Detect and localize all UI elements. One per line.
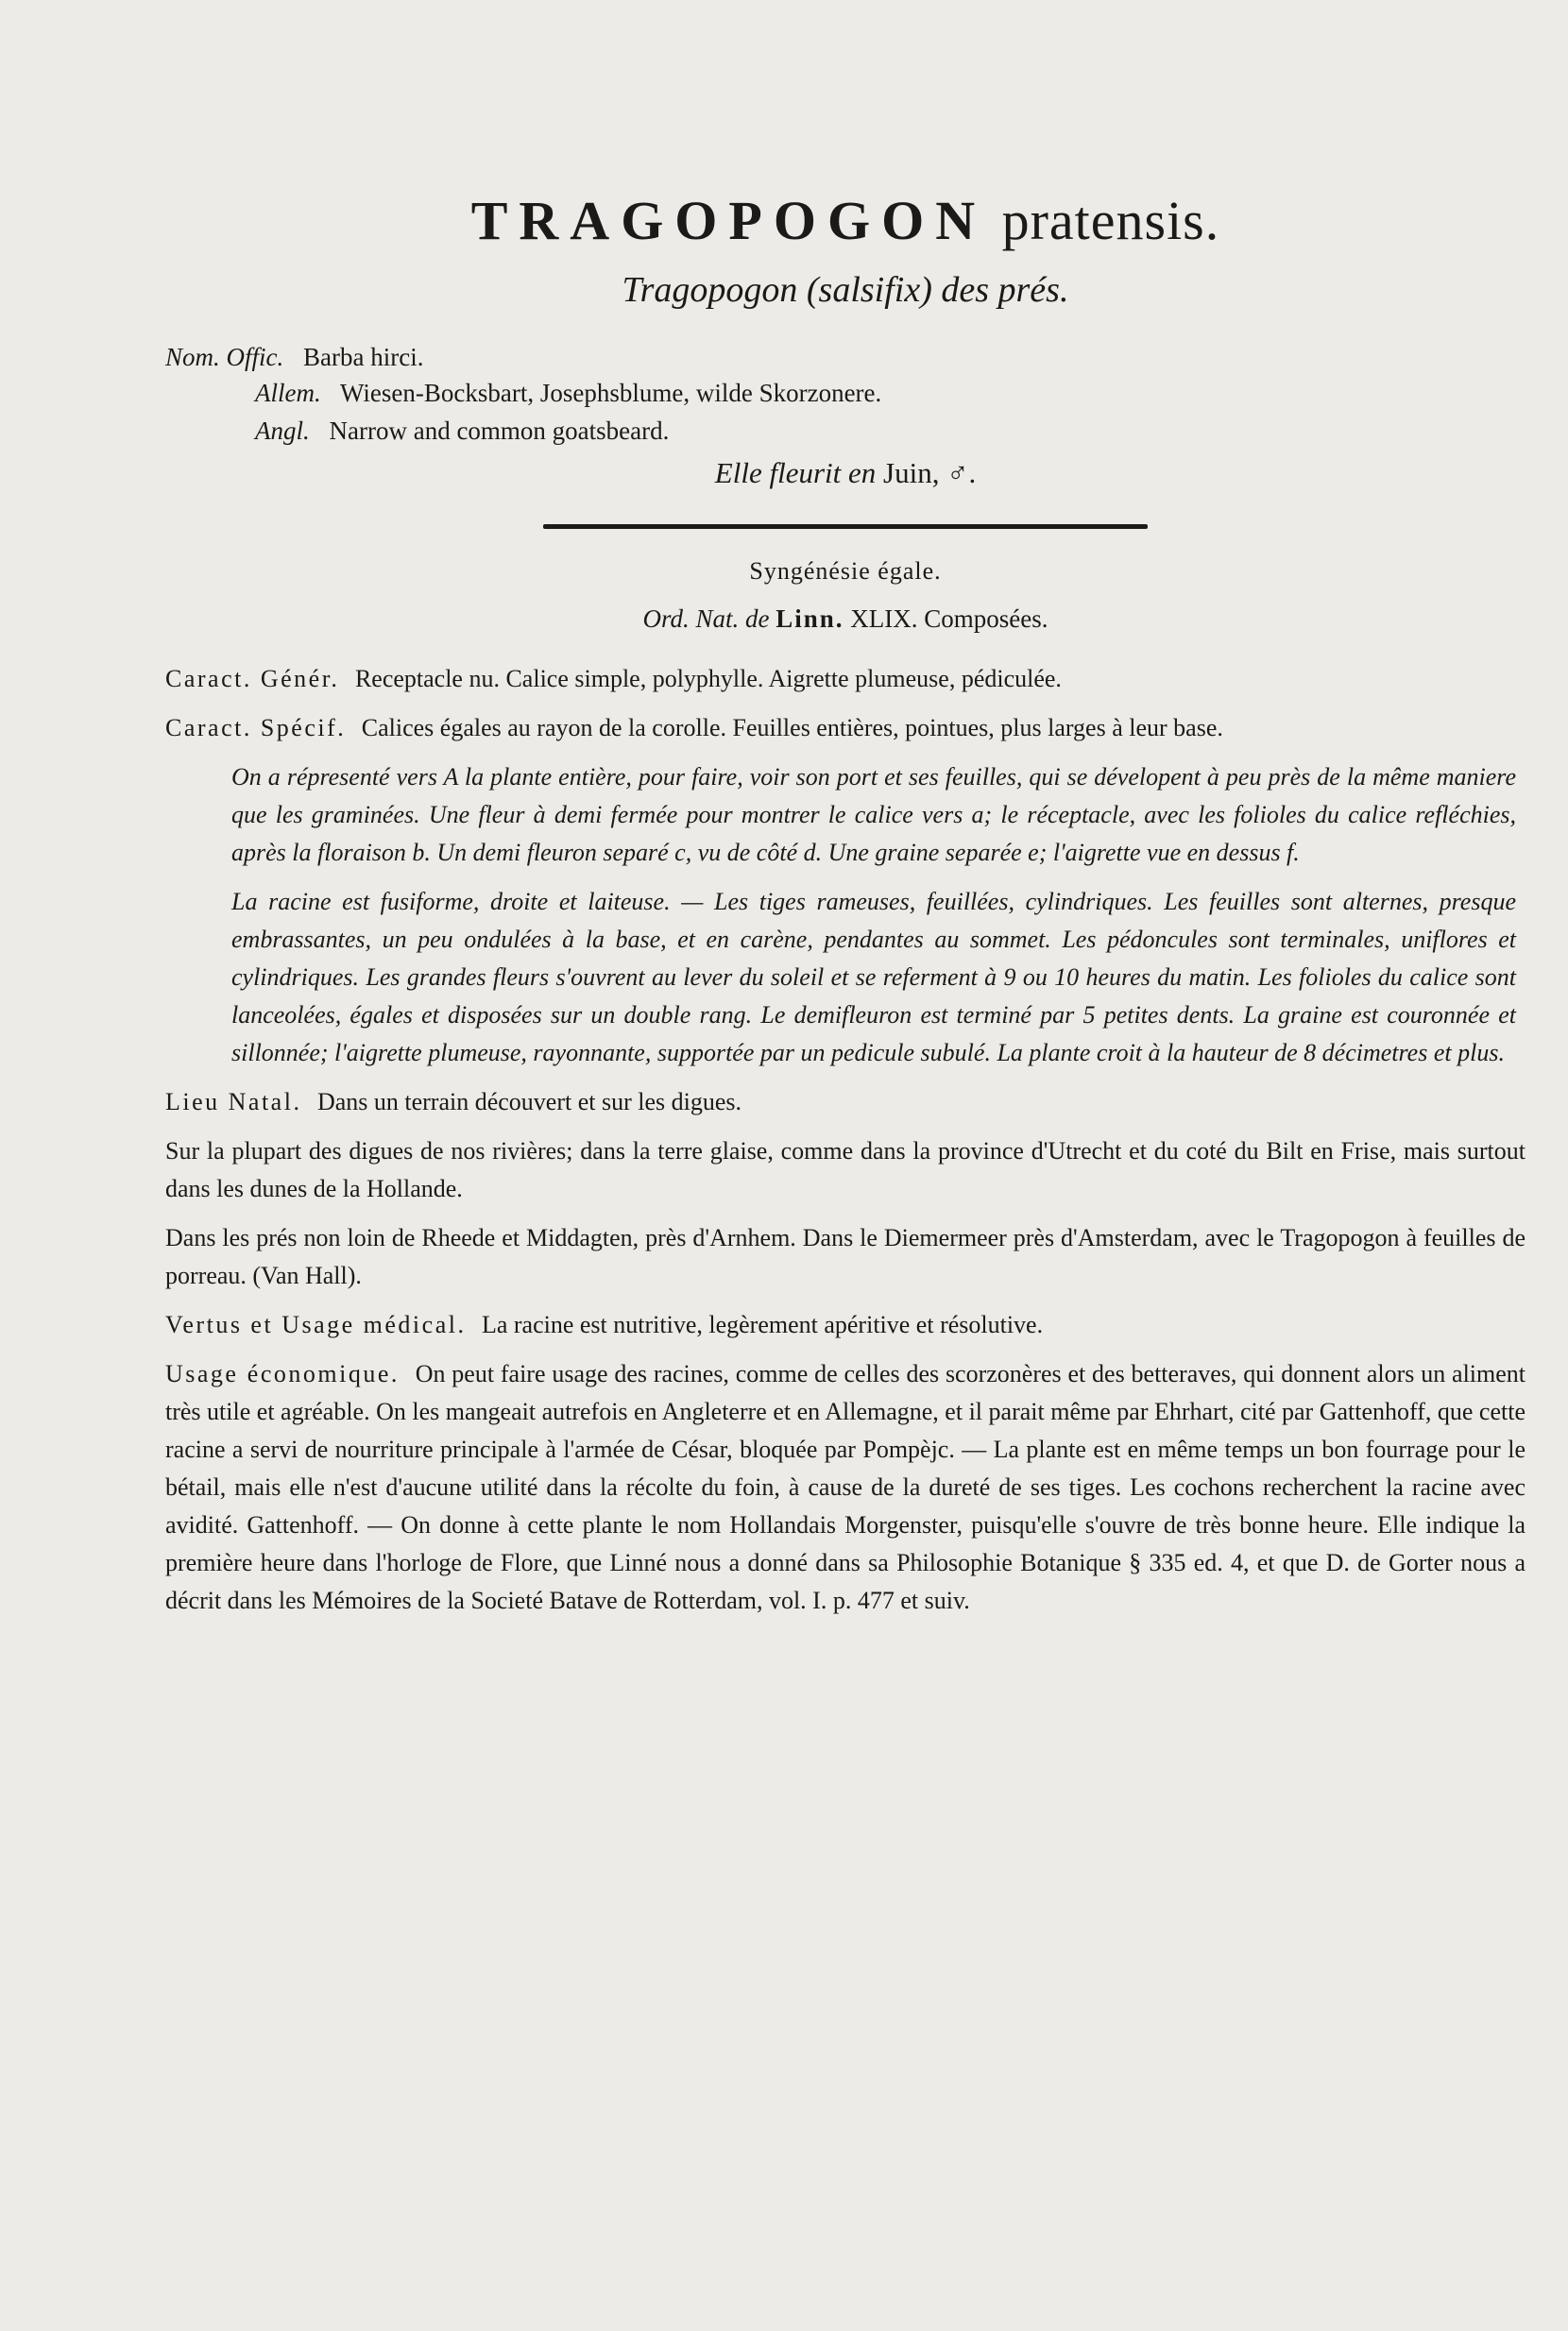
subtitle: Tragopogon (salsifix) des prés. (622, 270, 1069, 310)
caract-specif (165, 709, 1525, 747)
flowering-text: Elle fleurit en (714, 456, 877, 489)
natural-order (165, 604, 1525, 634)
plant-description: La racine est fusiforme, droite et laiteuse. — Les tiges rameuses, feuillées, cylindriques. Les feuilles sont alternes, presque embrassantes, un peu ondulées à la base, et en carène, pendantes au sommet. Les pédoncules sont terminales, uniflores et cylindriques. Les grandes fleurs s'ouvrent au lever du soleil et se referment à 9 ou 10 heures du matin. Les folioles du calice sont lanceolées, égales et disposées sur un double rang. Le demifleuron est terminé par 5 petites dents. La graine est couronnée et sillonnée; l'aigrette plumeuse, rayonnante, supportée par un pedicule subulé. La plante croit à la hauteur de 8 décimetres et plus. (231, 888, 1516, 1066)
name-label: Allem. (255, 379, 321, 407)
name-label: Nom. Offic. (165, 343, 284, 371)
common-names (165, 343, 1525, 485)
flowering-month: Juin, (883, 456, 940, 489)
flowering-symbol: ♂. (946, 456, 977, 489)
name-value: Narrow and common goatsbeard. (329, 417, 670, 445)
order-family: Composées. (924, 604, 1048, 633)
lieu-natal (165, 1083, 1525, 1121)
title-species: pratensis. (1001, 190, 1220, 251)
caract-gener-text: Receptacle nu. Calice simple, polyphylle. Aigrette plumeuse, pédiculée. (354, 665, 1062, 692)
order-prefix: Ord. Nat. de (642, 604, 770, 633)
vertus-label: Vertus et Usage médical. (165, 1311, 467, 1338)
order-author: Linn. (775, 604, 844, 633)
classification: Syngénésie égale. (749, 557, 942, 585)
caract-gener-label: Caract. Génér. (165, 665, 340, 692)
name-row-offic (165, 343, 423, 372)
document-sheet (165, 189, 1525, 1631)
usage-text: On peut faire usage des racines, comme de celles des scorzonères et des betteraves, qui donnent alors un aliment très utile et agréable. On les mangeait autrefois en Angleterre et en Allemagne, et il parait même par Ehrhart, cité par Gattenhoff, que cette racine a servi de nourriture principale à l'armée de César, bloquée par Pompèjc. — La plante est en même temps un bon fourrage pour le bétail, mais elle n'est d'aucune utilité dans la récolte du foin, à cause de la dureté de ses tiges. Les cochons recherchent la racine avec avidité. Gattenhoff. — On donne à cette plante le nom Hollandais Morgenster, puisqu'elle s'ouvre de très bonne heure. Elle indique la première heure dans l'horloge de Flore, que Linné nous a donné dans sa Philosophie Botanique § 335 ed. 4, et que D. de Gorter nous a décrit dans les Mémoires de la Societé Batave de Rotterdam, vol. I. p. 477 et suiv. (165, 1360, 1526, 1614)
lieu-natal-text: Dans un terrain découvert et sur les digues. (316, 1088, 742, 1115)
name-value: Wiesen-Bocksbart, Josephsblume, wilde Skorzonere. (340, 379, 882, 407)
caract-specif-label: Caract. Spécif. (165, 714, 347, 741)
figure-description: On a répresenté vers A la plante entière, pour faire, voir son port et ses feuilles, qui se dévelopent à peu près de la même maniere que les graminées. Une fleur à demi fermée pour montrer le calice vers a; le réceptacle, avec les folioles du calice refléchies, après la floraison b. Un demi fleuron separé c, vu de côté d. Une graine separée e; l'aigrette vue en dessus f. (231, 763, 1516, 866)
vertus-text: La racine est nutritive, legèrement apéritive et résolutive. (481, 1311, 1044, 1338)
name-row-allem (255, 379, 881, 408)
usage-label: Usage économique. (165, 1360, 400, 1387)
name-label: Angl. (255, 417, 310, 445)
name-value: Barba hirci. (303, 343, 424, 371)
order-number: XLIX. (850, 604, 918, 633)
lieu-paragraph-1: Sur la plupart des digues de nos rivières; dans la terre glaise, comme dans la province d'Utrecht et du coté du Bilt en Frise, mais surtout dans les dunes de la Hollande. (165, 1137, 1525, 1202)
lieu-paragraph-2: Dans les prés non loin de Rheede et Middagten, près d'Arnhem. Dans le Diemermeer près d'Amsterdam, avec le Tragopogon à feuilles de porreau. (Van Hall). (165, 1224, 1525, 1289)
page-title (165, 189, 1525, 252)
usage-economique (165, 1355, 1525, 1620)
name-row-angl (255, 417, 669, 446)
vertus-usage (165, 1306, 1525, 1344)
title-genus: TRAGOPOGON (470, 190, 987, 251)
caract-specif-text: Calices égales au rayon de la corolle. Feuilles entières, pointues, plus larges à leur base. (361, 714, 1223, 741)
lieu-natal-label: Lieu Natal. (165, 1088, 302, 1115)
divider-rule (543, 524, 1148, 529)
caract-gener (165, 660, 1525, 698)
